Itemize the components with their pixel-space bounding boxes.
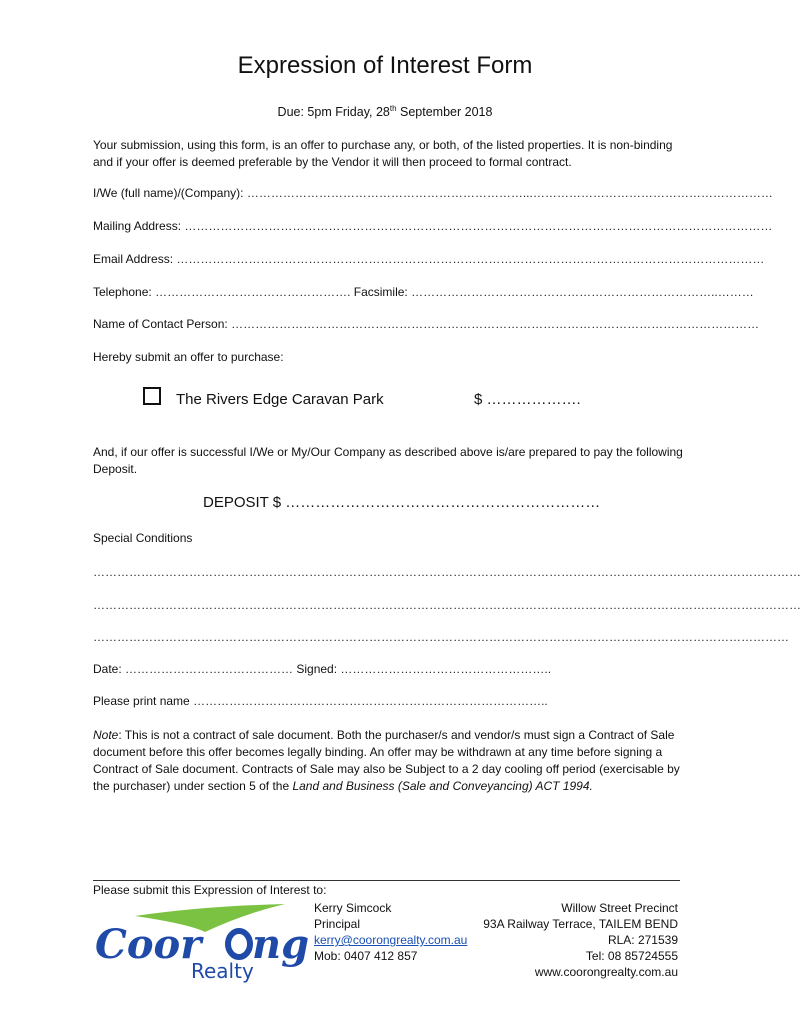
- phone-fax-row: [93, 285, 754, 299]
- property-name: The Rivers Edge Caravan Park: [176, 391, 384, 408]
- logo-word-coor: Coor: [95, 921, 202, 968]
- contact-email-link[interactable]: kerry@coorongrealty.com.au: [314, 933, 468, 947]
- special-conditions-heading: Special Conditions: [93, 531, 193, 545]
- office-line-1: Willow Street Precinct: [561, 901, 678, 915]
- office-tel: Tel: 08 85724555: [585, 949, 678, 963]
- deposit-field[interactable]: DEPOSIT $ ………………………………………………………: [203, 494, 601, 511]
- contact-mobile: Mob: 0407 412 857: [314, 949, 418, 963]
- condition-line[interactable]: ……………………………………………………………………………………………………………………………………………………………: [93, 598, 801, 612]
- office-rla: RLA: 271539: [607, 933, 678, 947]
- property-price-field[interactable]: $ ……………….: [474, 391, 581, 408]
- note-text: : This is not a contract of sale document. Both the purchaser/s and vendor/s must sign a Contract of Sale document before this offer becomes legally binding. An offer may be withdrawn at any time before signing a Contract of Sale document. Contracts of Sale may also be Subject to a 2 day cooling off period (exercisable by the purchaser) under section 5 of the: [93, 728, 680, 793]
- logo-word-realty: Realty: [191, 959, 254, 983]
- date-signed-row: [93, 662, 551, 676]
- contact-name: Kerry Simcock: [314, 901, 392, 915]
- telephone-label: Telephone:: [93, 285, 156, 299]
- due-ordinal: th: [389, 104, 397, 113]
- condition-line[interactable]: ……………………………………………………………………………………………………………………………………………………………: [93, 565, 801, 579]
- name-field[interactable]: [93, 186, 773, 200]
- coorong-realty-logo: [93, 902, 310, 983]
- office-website[interactable]: www.coorongrealty.com.au: [534, 965, 678, 979]
- due-date: [0, 104, 770, 119]
- name-dots: ……………………………………………………………...……………………………………………………: [246, 186, 773, 200]
- intro-paragraph: Your submission, using this form, is an offer to purchase any, or both, of the listed properties. It is non-binding and if your offer is deemed preferable by the Vendor it will then proceed to formal contract.: [93, 138, 673, 169]
- logo-word-ng: ng: [252, 921, 310, 968]
- office-line-2: 93A Railway Terrace, TAILEM BEND: [483, 917, 678, 931]
- mailing-label: Mailing Address:: [93, 219, 185, 233]
- mailing-address-field[interactable]: [93, 219, 772, 233]
- logo-o-ring: [228, 931, 250, 957]
- property-checkbox[interactable]: [143, 387, 161, 405]
- telephone-field[interactable]: [93, 285, 350, 299]
- print-name-dots: ……………………………………………………………………………..: [193, 694, 548, 708]
- contact-person-dots: ……………………………………………………………………………………………………………………: [231, 317, 760, 331]
- offer-heading: Hereby submit an offer to purchase:: [93, 350, 284, 364]
- contact-email[interactable]: [314, 932, 467, 948]
- print-name-label: Please print name: [93, 694, 194, 708]
- note-act: Land and Business (Sale and Conveyancing) ACT 1994.: [292, 779, 593, 793]
- submit-heading: Please submit this Expression of Interest to:: [93, 883, 327, 897]
- date-label: Date:: [93, 662, 126, 676]
- print-name-field[interactable]: [93, 694, 548, 708]
- contact-person-label: Name of Contact Person:: [93, 317, 232, 331]
- form-title: Expression of Interest Form: [237, 52, 533, 79]
- contact-role: Principal: [314, 917, 361, 931]
- facsimile-dots: …………………………………………………………………..………: [411, 285, 754, 299]
- signed-dots: ……………………………………………..: [340, 662, 552, 676]
- due-suffix: September 2018: [396, 105, 493, 119]
- facsimile-field[interactable]: [350, 285, 753, 299]
- footer-divider: [93, 880, 680, 881]
- deposit-paragraph: And, if our offer is successful I/We or My/Our Company as described above is/are prepared to pay the following Deposit.: [93, 445, 683, 476]
- email-field[interactable]: [93, 252, 764, 266]
- facsimile-label: Facsimile:: [350, 285, 412, 299]
- date-field[interactable]: [93, 662, 296, 676]
- condition-line[interactable]: …………………………………………………………………………………………………………………………………………………………: [93, 630, 789, 644]
- date-dots: ……………………………………: [125, 662, 297, 676]
- name-label: I/We (full name)/(Company):: [93, 186, 247, 200]
- note-label: Note: [93, 728, 119, 742]
- telephone-dots: ………………………………………….: [155, 285, 351, 299]
- note-paragraph: [93, 727, 683, 795]
- signed-label: Signed:: [296, 662, 341, 676]
- due-prefix: Due: 5pm Friday, 28: [277, 105, 390, 119]
- email-dots: …………………………………………………………………………………………………………………………………: [176, 252, 765, 266]
- email-label: Email Address:: [93, 252, 177, 266]
- mailing-dots: …………………………………………………………………………………………………………………………………: [184, 219, 773, 233]
- signed-field[interactable]: [296, 662, 551, 676]
- contact-person-field[interactable]: [93, 317, 759, 331]
